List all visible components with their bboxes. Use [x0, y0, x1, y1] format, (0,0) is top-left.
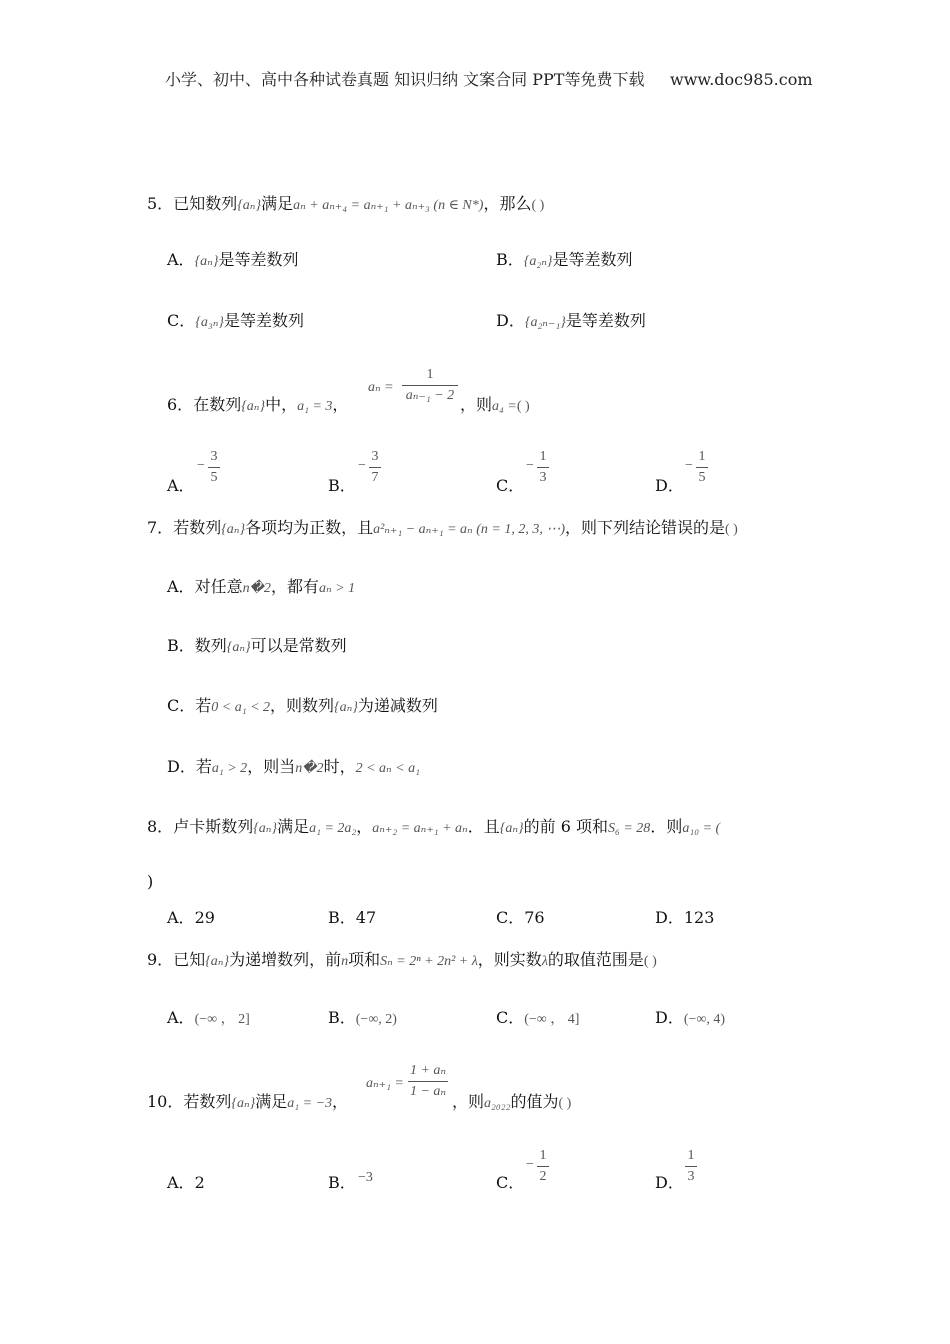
math-expression: (−∞, 2)	[355, 1012, 397, 1027]
option-text: 是等差数列	[565, 311, 646, 330]
option-c[interactable]	[167, 311, 304, 333]
fraction: 1 5	[696, 448, 708, 487]
math-expression: {aₙ}	[253, 821, 278, 836]
option-d[interactable]: D．	[655, 1173, 684, 1192]
option-c[interactable]: C．	[496, 1173, 525, 1192]
math-expression: {a₃ₙ}	[195, 315, 224, 330]
question-text: 各项均为正数，且	[245, 518, 374, 537]
question-number: 5．	[147, 194, 174, 213]
math-expression: a₁ > 2	[211, 761, 248, 776]
option-text: 是等差数列	[218, 250, 299, 269]
question-text: 项和	[348, 950, 381, 969]
option-text: 时，	[323, 757, 356, 776]
math-expression: aₙ + aₙ₊₄ = aₙ₊₁ + aₙ₊₃ (n ∈ N*)	[293, 198, 484, 213]
math-expression: a₁₀ = (	[682, 821, 721, 836]
option-d[interactable]	[655, 1008, 725, 1030]
option-text: 是等差数列	[224, 311, 305, 330]
question-text: ，	[356, 817, 373, 836]
math-expression: {a₂ₙ₋₁}	[524, 315, 566, 330]
option-label: D．	[496, 311, 525, 330]
question-number: 9．	[147, 950, 174, 969]
option-a[interactable]	[167, 250, 298, 272]
question-text: ，	[332, 395, 349, 414]
question-text: ，则下列结论错误的是	[565, 518, 726, 537]
option-label: A．	[167, 577, 195, 596]
answer-paren: ( )	[558, 1096, 572, 1111]
fraction: 1 + aₙ 1 − aₙ	[409, 1063, 447, 1099]
question-text: ．且	[467, 817, 500, 836]
math-expression: S₆ = 28	[607, 821, 651, 836]
question-number: 6．	[167, 395, 194, 414]
question-number: 10．	[147, 1092, 184, 1111]
option-text: 47	[355, 908, 377, 927]
question-number: 7．	[147, 518, 174, 537]
question-text: ．则	[650, 817, 683, 836]
math-expression: (−∞ ， 4]	[524, 1012, 580, 1027]
question-text: ，则实数	[477, 950, 542, 969]
option-a[interactable]	[167, 908, 215, 928]
option-text: 2	[194, 1173, 205, 1192]
minus-sign: −	[526, 1157, 534, 1172]
option-label: A．	[167, 1173, 195, 1192]
math-expression: (−∞ ， 2]	[194, 1012, 250, 1027]
question-text: 的取值范围是	[547, 950, 644, 969]
question-text: 中，	[265, 395, 298, 414]
fraction: 1 3	[685, 1147, 697, 1186]
option-text: 为递减数列	[357, 696, 438, 715]
option-text: 若	[195, 696, 212, 715]
option-d[interactable]: D．	[655, 476, 684, 495]
option-label: A．	[167, 1008, 195, 1027]
option-d[interactable]	[167, 757, 420, 779]
question-text: ，则	[452, 1092, 485, 1111]
option-b[interactable]	[496, 250, 633, 272]
option-label: B．	[328, 908, 356, 927]
math-expression: {aₙ}	[499, 821, 524, 836]
math-expression: {aₙ}	[237, 198, 262, 213]
option-label: C．	[496, 908, 525, 927]
question-text: 为递增数列，前	[229, 950, 342, 969]
option-text: 是等差数列	[552, 250, 633, 269]
math-expression: Sₙ = 2ⁿ + 2n² + λ	[380, 954, 478, 969]
math-expression: (−∞, 4)	[683, 1012, 726, 1027]
option-label: D．	[167, 757, 196, 776]
header-text: 小学、初中、高中各种试卷真题 知识归纳 文案合同 PPT等免费下载	[165, 70, 645, 89]
option-b[interactable]: B．	[328, 476, 356, 495]
math-expression: a²ₙ₊₁ − aₙ₊₁ = aₙ (n = 1, 2, 3, ⋯)	[373, 522, 565, 537]
question-text: 满足	[255, 1092, 288, 1111]
fraction: 1 aₙ₋₁ − 2	[402, 366, 458, 405]
option-d[interactable]	[496, 311, 646, 333]
question-text: 已知数列	[173, 194, 238, 213]
option-label: B．	[167, 636, 195, 655]
option-text: ，都有	[270, 577, 319, 596]
option-text: ，则数列	[270, 696, 335, 715]
option-label: C．	[167, 696, 196, 715]
answer-paren: ( )	[531, 198, 545, 213]
minus-sign: −	[685, 458, 693, 473]
option-text: 对任意	[194, 577, 243, 596]
question-text: 的前 6 项和	[523, 817, 608, 836]
answer-paren: ( )	[725, 522, 738, 537]
answer-paren: ( )	[516, 399, 530, 414]
fraction: 3 7	[369, 448, 381, 487]
option-c[interactable]	[496, 1008, 579, 1030]
math-expression: {aₙ}	[231, 1096, 256, 1111]
math-expression: a₁ = −3	[287, 1096, 333, 1111]
header-url[interactable]: www.doc985.com	[670, 70, 813, 89]
question-text: 卢卡斯数列	[173, 817, 254, 836]
math-expression: aₙ > 1	[318, 581, 356, 596]
math-expression: n	[341, 954, 349, 969]
option-b[interactable]	[328, 908, 376, 928]
math-expression: a₂₀₂₂	[484, 1096, 511, 1111]
math-expression: n�2	[295, 761, 324, 776]
math-expression: aₙ₊₂ = aₙ₊₁ + aₙ	[372, 821, 468, 836]
option-label: D．	[655, 1008, 684, 1027]
option-label: D．	[655, 908, 684, 927]
math-expression: λ	[541, 954, 548, 969]
option-a[interactable]	[167, 577, 355, 599]
question-text: 满足	[261, 194, 294, 213]
option-c[interactable]	[167, 696, 438, 718]
fraction: 3 5	[208, 448, 220, 487]
math-expression: {aₙ}	[221, 522, 246, 537]
question-text: ，那么	[483, 194, 532, 213]
option-c[interactable]	[496, 908, 545, 928]
option-text: 76	[524, 908, 545, 927]
question-text: 若数列	[173, 518, 222, 537]
math-expression: {aₙ}	[205, 954, 230, 969]
math-expression: a₁ = 3	[297, 399, 333, 414]
option-b[interactable]	[328, 1008, 397, 1030]
formula-lhs: aₙ₊₁ =	[366, 1076, 404, 1091]
math-expression: {aₙ}	[226, 640, 251, 655]
option-text: ，则当	[247, 757, 296, 776]
question-text: ，则	[460, 395, 493, 414]
math-expression: −3	[358, 1170, 373, 1185]
math-expression: {aₙ}	[194, 254, 219, 269]
question-text: 满足	[277, 817, 310, 836]
option-text: 可以是常数列	[250, 636, 347, 655]
minus-sign: −	[526, 458, 534, 473]
math-expression: 2 < aₙ < a₁	[355, 761, 421, 776]
math-expression: a₄ =	[492, 399, 517, 414]
math-expression: n�2	[242, 581, 271, 596]
option-a[interactable]	[167, 1173, 205, 1193]
math-expression: {aₙ}	[241, 399, 266, 414]
answer-paren: ( )	[643, 954, 657, 969]
answer-paren: )	[147, 872, 154, 891]
option-label: C．	[496, 1008, 525, 1027]
question-number: 8．	[147, 817, 174, 836]
question-text: 已知	[173, 950, 206, 969]
formula-lhs: aₙ =	[368, 380, 394, 395]
minus-sign: −	[197, 458, 205, 473]
question-text: 的值为	[510, 1092, 559, 1111]
option-a[interactable]: A．	[167, 476, 195, 495]
fraction: 1 2	[537, 1147, 549, 1186]
option-label: C．	[167, 311, 196, 330]
option-text: 数列	[194, 636, 227, 655]
option-label: B．	[328, 1008, 356, 1027]
question-text: 若数列	[183, 1092, 232, 1111]
question-text: ，	[332, 1092, 349, 1111]
math-expression: {aₙ}	[334, 700, 358, 715]
option-label: A．	[167, 908, 195, 927]
option-b[interactable]	[167, 636, 347, 658]
math-expression: {a₂ₙ}	[523, 254, 553, 269]
minus-sign: −	[358, 458, 366, 473]
option-label: B．	[328, 1173, 356, 1192]
option-a[interactable]	[167, 1008, 250, 1030]
fraction: 1 3	[537, 448, 549, 487]
option-label: A．	[167, 250, 195, 269]
option-text: 若	[195, 757, 212, 776]
option-text: 123	[683, 908, 715, 927]
option-c[interactable]: C．	[496, 476, 525, 495]
math-expression: 0 < a₁ < 2	[211, 700, 271, 715]
option-b[interactable]	[328, 1173, 356, 1193]
math-expression: a₁ = 2a₂	[309, 821, 357, 836]
option-text: 29	[194, 908, 215, 927]
option-d[interactable]	[655, 908, 714, 928]
question-text: 在数列	[193, 395, 242, 414]
option-label: B．	[496, 250, 524, 269]
